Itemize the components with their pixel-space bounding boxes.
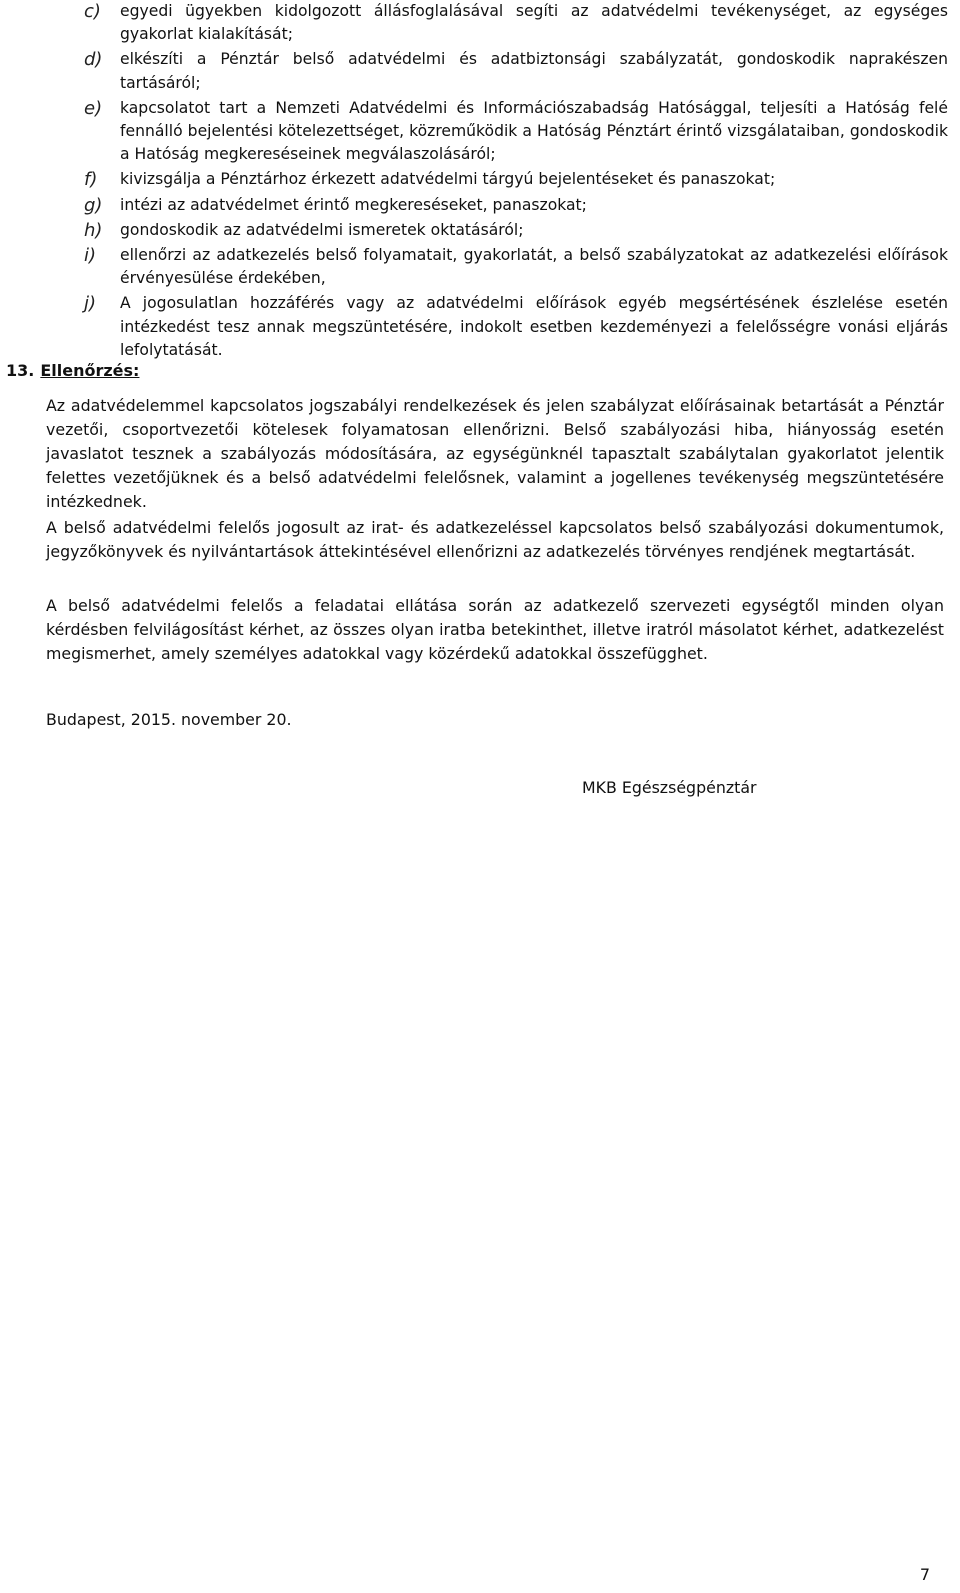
list-item-letter: e) [84,97,103,119]
list-item-text: intézi az adatvédelmet érintő megkereséseket, panaszokat; [120,195,587,214]
list-item-text: kapcsolatot tart a Nemzeti Adatvédelmi és Információszabadság Hatósággal, teljesíti a Hatóság felé fennálló bejelentési kötelezettséget, közreműködik a Hatóság Pénztárt érintő vizsgálataiban, gondoskodik a Hatóság megkereséseinek megválaszolásáról; [120,98,948,164]
signature-organization: MKB Egészségpénztár [582,778,757,797]
list-item [80,97,948,167]
paragraph: Az adatvédelemmel kapcsolatos jogszabályi rendelkezések és jelen szabályzat előírásainak betartását a Pénztár vezetői, csoportvezetői kötelesek folyamatosan ellenőrizni. Belső szabályozási hiba, hiányosság esetén javaslatot tesznek a szabályozás módosítására, az egységünknél tapasztalt szabálytalan gyakorlatot jelentik felettes vezetőjüknek és a belső adatvédelmi felelősnek, valamint a jogellenes tevékenység megszüntetésére intézkednek. [46,396,944,511]
page-number: 7 [919,1565,930,1584]
place-and-date: Budapest, 2015. november 20. [46,710,292,729]
list-item [80,194,948,217]
list-item-letter: j) [84,293,97,315]
list-item-letter: g) [84,194,103,216]
list-item [80,48,948,94]
section-title: Ellenőrzés: [40,361,140,380]
list-item [80,244,948,290]
duties-list [80,0,948,359]
section-heading [6,359,139,383]
section-number: 13. [6,361,35,380]
list-item-text: egyedi ügyekben kidolgozott állásfoglalásával segíti az adatvédelmi tevékenységet, az egységes gyakorlat kialakítását; [120,2,948,44]
list-item-letter: d) [84,49,103,71]
list-item [80,168,948,191]
list-item-text: gondoskodik az adatvédelmi ismeretek oktatásáról; [120,220,524,239]
list-item-text: kivizsgálja a Pénztárhoz érkezett adatvédelmi tárgyú bejelentéseket és panaszokat; [120,170,776,189]
paragraph: A belső adatvédelmi felelős jogosult az irat- és adatkezeléssel kapcsolatos belső szabályozási dokumentumok, jegyzőkönyvek és nyilvántartások áttekintésével ellenőrizni az adatkezelés törvényes rendjének megtartását. [46,518,944,561]
list-item-letter: f) [84,169,98,191]
list-item-text: elkészíti a Pénztár belső adatvédelmi és adatbiztonsági szabályzatát, gondoskodik naprakészen tartásáról; [120,50,948,92]
list-item [80,0,948,46]
list-item-letter: i) [84,245,97,267]
list-item [80,219,948,242]
list-item-letter: h) [84,219,103,241]
list-item [80,292,948,362]
list-item-letter: c) [84,1,101,22]
paragraph: A belső adatvédelmi felelős a feladatai ellátása során az adatkezelő szervezeti egységtől minden olyan kérdésben felvilágosítást kérhet, az összes olyan iratba betekinthet, illetve iratról másolatot kérhet, adatkezelést megismerhet, amely személyes adatokkal vagy közérdekű adatokkal összefügghet. [46,596,944,663]
list-item-text: ellenőrzi az adatkezelés belső folyamatait, gyakorlatát, a belső szabályzatokat az adatkezelési előírások érvényesülése érdekében, [120,246,948,288]
list-item-text: A jogosulatlan hozzáférés vagy az adatvédelmi előírások egyéb megsértésének észlelése esetén intézkedést tesz annak megszüntetésére, indokolt esetben kezdeményezi a felelősségre vonási eljárás lefolytatását. [120,294,948,359]
